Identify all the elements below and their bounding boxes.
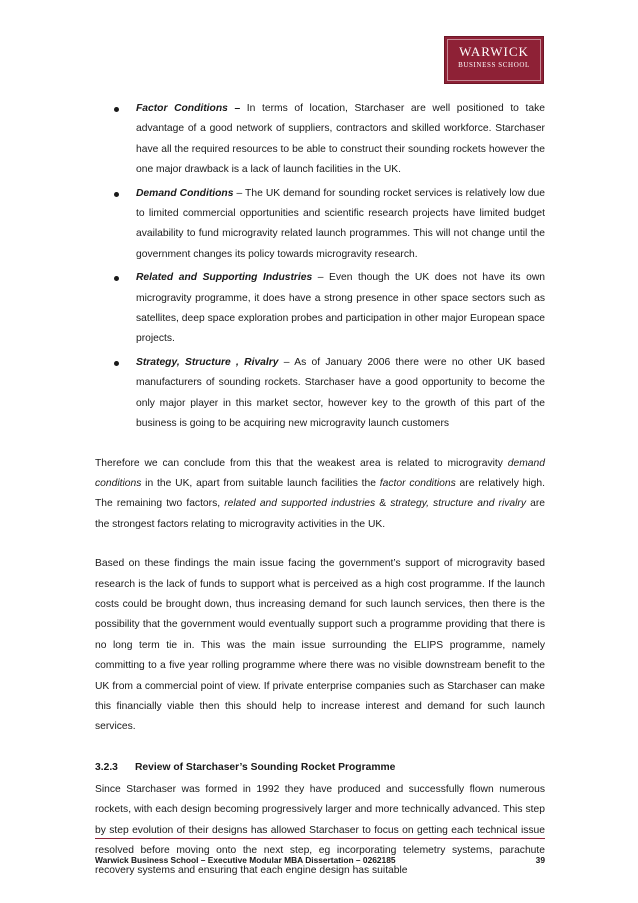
bullet-icon [114,107,119,112]
bullet-icon [114,192,119,197]
porter-factors-list [95,99,545,435]
list-item-text: – The UK demand for sounding rocket services is relatively low due to limited commercial opportunities and scientific research projects have limited budget availability to fund microgravity related launch programmes. This will not change until the government changes its policy towards microgravity research. [136,187,545,260]
text-run: Therefore we can conclude from this that the weakest area is related to microgravity [95,457,508,469]
conclusion-paragraph [95,454,545,536]
list-item [95,268,545,350]
text-run: & [375,498,391,510]
italic-term: strategy, structure and rivalry [390,498,526,510]
list-item-term: Factor Conditions – [136,103,241,114]
page-number: 39 [535,855,545,865]
footer-divider [95,838,545,839]
list-item-text: – Even though the UK does not have its own microgravity programme, it does have a strong presence in other space sectors such as satellites, deep space exploration probes and participation in other major European space projects. [136,272,545,345]
text-run: in the UK, apart from suitable launch facilities the [141,477,380,489]
list-item-term: Related and Supporting Industries [136,272,313,284]
list-item [95,353,545,435]
list-item-term: Strategy, Structure , Rivalry [136,356,279,368]
italic-term: related and supported industries [224,498,376,510]
logo-subtitle: BUSINESS SCHOOL [458,61,530,69]
section-paragraph: Since Starchaser was formed in 1992 they have produced and successfully flown numerous rockets, with each design becoming progressively larger and more technically advanced. This step by step evolution of their designs has allowed Starchaser to focus on getting each technical issue resolved before moving onto the next step, eg incorporating telemetry systems, parachute recovery systems and ensuring that each engine design has suitable [95,783,545,877]
section-title: Review of Starchaser’s Sounding Rocket Programme [135,761,396,773]
list-item-text: In terms of location, Starchaser are well positioned to take advantage of a good network of suppliers, contractors and skilled workforce. Starchaser have all the required resources to be able to construct their sounding rockets however the one major drawback is a lack of launch facilities in the UK. [136,103,545,176]
list-item-text: – As of January 2006 there were no other UK based manufacturers of sounding rockets. Starchaser have a good opportunity to become the only major player in this market sector, however key to the growth of this part of the business is going to be acquiring new microgravity launch customers [136,356,545,430]
text-run: are the strongest factors relating to microgravity activities in the UK. [95,498,546,530]
list-item [95,99,545,181]
italic-term: demand conditions [95,457,545,489]
bullet-icon [114,276,119,281]
page-footer [95,854,545,866]
logo-title: WARWICK [459,44,529,59]
section-number: 3.2.3 [95,761,118,773]
warwick-business-school-logo [444,36,544,84]
text-run: are relatively high. The remaining two factors, [95,477,545,510]
page-body [95,99,545,882]
list-item [95,184,545,266]
list-item-term: Demand Conditions [136,187,234,199]
footer-text: Warwick Business School – Executive Modular MBA Dissertation – 0262185 [95,855,396,865]
section-heading [95,759,545,777]
findings-paragraph: Based on these findings the main issue facing the government’s support of microgravity based research is the lack of funds to support what is perceived as a high cost programme. If the launch costs could be brought down, thus increasing demand for such launch services, then there is the possibility that the government would eventually support such a programme providing that there is no long term tie in. This was the main issue surrounding the ELIPS programme, namely committing to a five year rolling programme where there was no visible downstream benefit to the UK from a commercial point of view. If private enterprise companies such as Starchaser can make this financially viable then this should help to increase interest and demand for such launch services. [95,558,545,733]
italic-term: factor conditions [379,477,456,489]
bullet-icon [114,361,119,366]
